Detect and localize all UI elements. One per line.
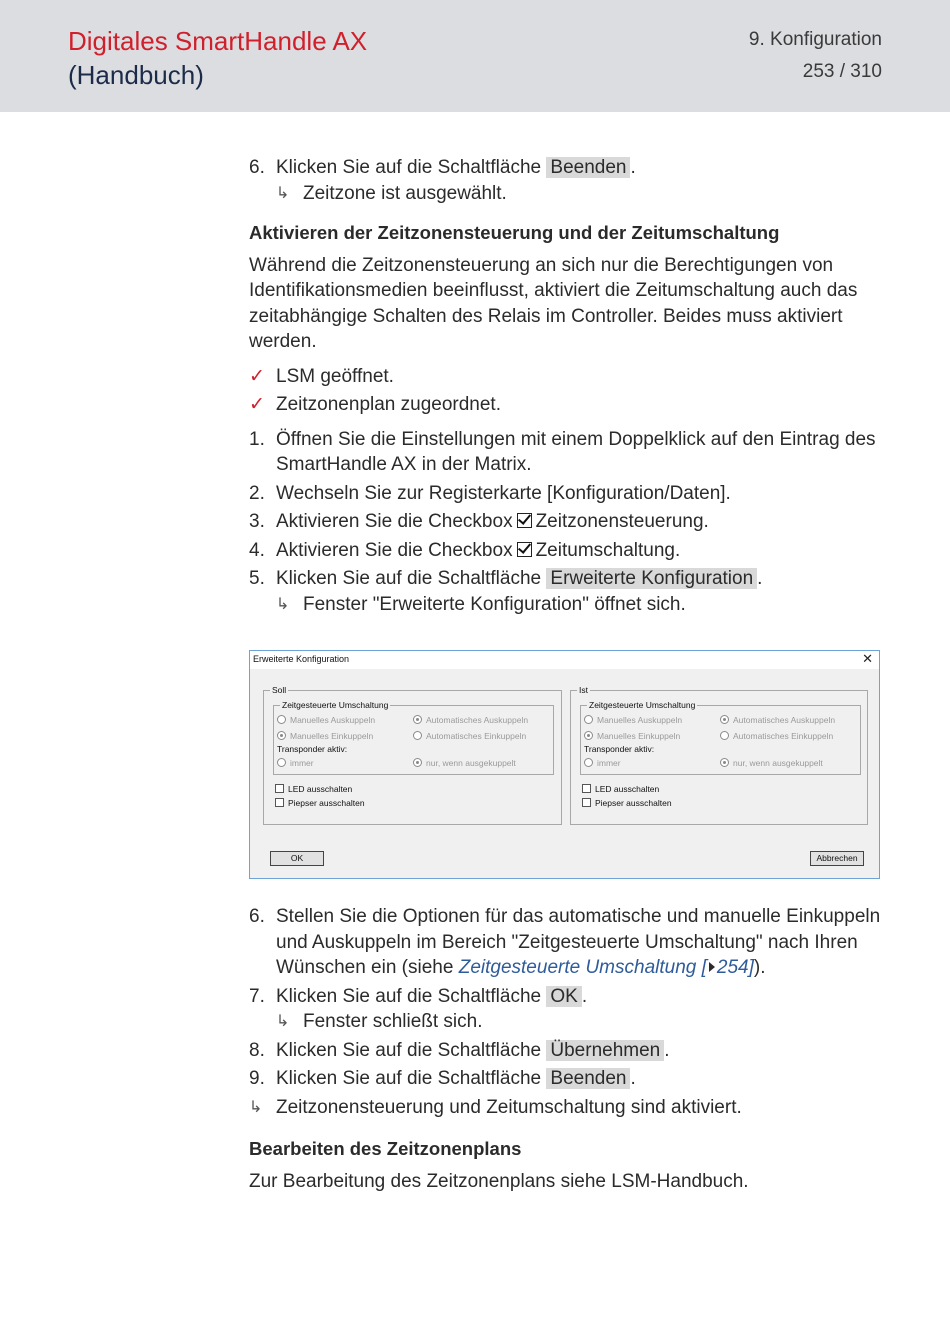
step-text: Wechseln Sie zur Registerkarte [Konfiguration/Daten]. (276, 482, 731, 504)
checkbox-label: LED ausschalten (288, 784, 353, 794)
step-text: Wünschen ein (siehe (276, 957, 454, 978)
radio-label: Manuelles Auskuppeln (290, 715, 376, 725)
step-5 (249, 566, 889, 592)
check-mark-icon: ✓ (249, 365, 265, 387)
check-mark-icon: ✓ (249, 394, 265, 415)
radio-label: Manuelles Einkuppeln (290, 731, 374, 741)
paragraph-line: Während die Zeitzonensteuerung an sich nur die Berechtigungen von (249, 254, 834, 276)
step-number: 3. (249, 511, 265, 532)
cancel-button[interactable]: Abbrechen (810, 851, 864, 866)
ui-button-reference: Erweiterte Konfiguration (546, 568, 757, 589)
checkbox-label: LED ausschalten (595, 784, 660, 794)
radio-label: Manuelles Einkuppeln (597, 731, 681, 741)
section-heading-edit: Bearbeiten des Zeitzonenplans (249, 1138, 522, 1159)
page-content (249, 155, 889, 617)
radio-label: nur, wenn ausgekuppelt (426, 758, 516, 768)
radio-icon (584, 715, 593, 724)
soll-group (263, 685, 562, 825)
group-label: Soll (272, 685, 287, 695)
document-subtitle: (Handbuch) (68, 60, 204, 90)
radio-icon (720, 715, 729, 724)
section-heading-activate: Aktivieren der Zeitzonensteuerung und der Zeitumschaltung (249, 222, 780, 243)
transponder-label: Transponder aktiv: (584, 744, 655, 754)
step-punct: . (630, 157, 636, 178)
checkbox-label: Zeitzonensteuerung. (535, 511, 709, 532)
intro-paragraph (249, 253, 889, 355)
radio-label: Automatisches Auskuppeln (426, 715, 529, 725)
radio-manual-in (584, 731, 680, 741)
page-number: 253 / 310 (802, 61, 882, 82)
step-9 (249, 1066, 889, 1092)
prereq-item (249, 392, 889, 418)
result-text: Fenster "Erweiterte Konfiguration" öffnet sich. (303, 593, 686, 615)
checkbox-checked-icon (517, 542, 532, 557)
radio-icon (413, 715, 422, 724)
step-8 (249, 1038, 889, 1064)
ui-button-reference: Beenden (546, 157, 630, 178)
result-arrow-icon: ↳ (249, 1098, 263, 1116)
advanced-config-dialog (249, 650, 880, 879)
step-text: Klicken Sie auf die Schaltfläche (276, 568, 542, 589)
checkbox-icon (275, 784, 284, 793)
radio-only-coupled (720, 758, 823, 768)
group-label: Zeitgesteuerte Umschaltung (589, 700, 696, 710)
step-text-line3 (276, 955, 889, 981)
step-text: Klicken Sie auf die Schaltfläche (276, 1039, 542, 1061)
radio-icon (413, 731, 422, 740)
group-label: Ist (579, 685, 588, 695)
step-punct: . (664, 1039, 670, 1061)
checkbox-label: Zeitumschaltung. (535, 539, 681, 561)
radio-icon (277, 758, 286, 767)
radio-icon (277, 715, 286, 724)
ist-group (570, 685, 868, 825)
checkbox-label: Piepser ausschalten (595, 798, 672, 808)
step-text: Klicken Sie auf die Schaltfläche (276, 1068, 542, 1089)
step-6b (249, 904, 889, 981)
checkbox-beeper-off[interactable] (275, 798, 365, 808)
step-text: Klicken Sie auf die Schaltfläche (276, 985, 542, 1007)
checkbox-beeper-off (582, 798, 672, 808)
checkbox-checked-icon (517, 513, 532, 528)
link-page: 254] (716, 957, 754, 978)
result-arrow-icon: ↳ (276, 184, 290, 202)
step-text: Stellen Sie die Optionen für das automatische und manuelle Einkuppeln (276, 906, 881, 927)
close-icon[interactable]: ✕ (862, 651, 873, 666)
radio-icon (413, 758, 422, 767)
step-text: und Auskuppeln im Bereich "Zeitgesteuerte Umschaltung" nach Ihren (276, 931, 858, 953)
prereq-text: LSM geöffnet. (276, 365, 394, 387)
prereq-item (249, 364, 889, 390)
step-3 (249, 509, 889, 535)
result-arrow-icon: ↳ (276, 595, 290, 613)
radio-auto-out[interactable] (413, 715, 528, 725)
step-punct: . (581, 985, 588, 1007)
radio-label: Automatisches Auskuppeln (733, 715, 836, 725)
radio-icon (584, 731, 593, 740)
radio-label: nur, wenn ausgekuppelt (733, 758, 823, 768)
soll-schedule-group (273, 700, 554, 775)
radio-label: Automatisches Einkuppeln (426, 731, 527, 741)
checkbox-icon (582, 784, 591, 793)
result-text: Fenster schließt sich. (303, 1011, 483, 1032)
step-6a (249, 155, 889, 181)
radio-always[interactable] (277, 758, 314, 768)
step-number: 4. (249, 539, 265, 561)
step-number: 6. (249, 906, 265, 927)
ist-schedule-group (580, 700, 861, 775)
step-7 (249, 984, 889, 1010)
step-text: Aktivieren Sie die Checkbox (276, 511, 513, 532)
step-punct: . (757, 568, 763, 589)
step-number: 7. (249, 985, 265, 1007)
radio-label: immer (597, 758, 621, 768)
radio-auto-in[interactable] (413, 731, 526, 741)
cross-reference-link[interactable] (459, 957, 754, 978)
page-arrow-icon (709, 962, 715, 972)
checkbox-label: Piepser ausschalten (288, 798, 365, 808)
dialog-titlebar (250, 651, 879, 669)
dialog-title: Erweiterte Konfiguration (253, 654, 350, 664)
radio-manual-out[interactable] (277, 715, 375, 725)
step-punct: ). (753, 957, 766, 978)
result-arrow-icon: ↳ (276, 1013, 290, 1030)
step-number: 1. (249, 428, 265, 450)
result-text: Zeitzonensteuerung und Zeitumschaltung sind aktiviert. (276, 1096, 742, 1118)
radio-icon (584, 758, 593, 767)
radio-auto-in (720, 731, 833, 741)
step-number: 6. (249, 157, 265, 178)
page-content-lower (249, 904, 889, 1194)
radio-label: Automatisches Einkuppeln (733, 731, 834, 741)
step-text: Aktivieren Sie die Checkbox (276, 539, 513, 561)
prereq-text: Zeitzonenplan zugeordnet. (276, 394, 501, 415)
step-number: 5. (249, 568, 265, 589)
radio-icon (277, 731, 286, 740)
ui-button-reference: Übernehmen (546, 1040, 664, 1061)
transponder-label: Transponder aktiv: (277, 744, 348, 754)
ui-button-reference: Beenden (546, 1068, 630, 1089)
radio-only-coupled[interactable] (413, 758, 516, 768)
step-number: 9. (249, 1068, 265, 1089)
radio-label: immer (290, 758, 314, 768)
step-number: 2. (249, 482, 265, 504)
checkbox-led-off[interactable] (275, 784, 352, 794)
paragraph-line: werden. (249, 331, 317, 352)
document-title: Digitales SmartHandle AX (68, 26, 368, 56)
group-label: Zeitgesteuerte Umschaltung (282, 700, 389, 710)
ok-button[interactable]: OK (270, 851, 324, 866)
step-result (249, 592, 889, 618)
step-4 (249, 538, 889, 564)
result-text: Zeitzone ist ausgewählt. (303, 182, 507, 204)
step-number: 8. (249, 1039, 265, 1061)
chapter-label: 9. Konfiguration (748, 29, 882, 50)
radio-manual-in[interactable] (277, 731, 373, 741)
radio-manual-out (584, 715, 682, 725)
step-text: Öffnen Sie die Einstellungen mit einem Doppelklick auf den Eintrag des (276, 428, 876, 450)
step-1 (249, 427, 889, 478)
radio-icon (720, 758, 729, 767)
paragraph-line: zeitabhängige Schalten des Relais im Controller. Beides muss aktiviert (249, 305, 843, 327)
ui-button-reference: OK (546, 986, 581, 1007)
checkbox-icon (582, 798, 591, 807)
checkbox-icon (275, 798, 284, 807)
step-2 (249, 481, 889, 507)
step-punct: . (630, 1068, 636, 1089)
radio-icon (720, 731, 729, 740)
paragraph-line: Identifikationsmedien beeinflusst, aktiviert die Zeitumschaltung auch das (249, 280, 858, 301)
final-result (249, 1095, 889, 1121)
step-text: SmartHandle AX in der Matrix. (276, 454, 532, 475)
step-result (249, 1009, 889, 1035)
link-text: Zeitgesteuerte Umschaltung [ (458, 957, 707, 978)
radio-label: Manuelles Auskuppeln (597, 715, 683, 725)
step-result (249, 181, 889, 207)
section-text: Zur Bearbeitung des Zeitzonenplans siehe LSM-Handbuch. (249, 1170, 749, 1192)
page-header (0, 0, 950, 112)
radio-always (584, 758, 621, 768)
checkbox-led-off (582, 784, 659, 794)
radio-auto-out (720, 715, 835, 725)
step-text: Klicken Sie auf die Schaltfläche (276, 157, 542, 178)
